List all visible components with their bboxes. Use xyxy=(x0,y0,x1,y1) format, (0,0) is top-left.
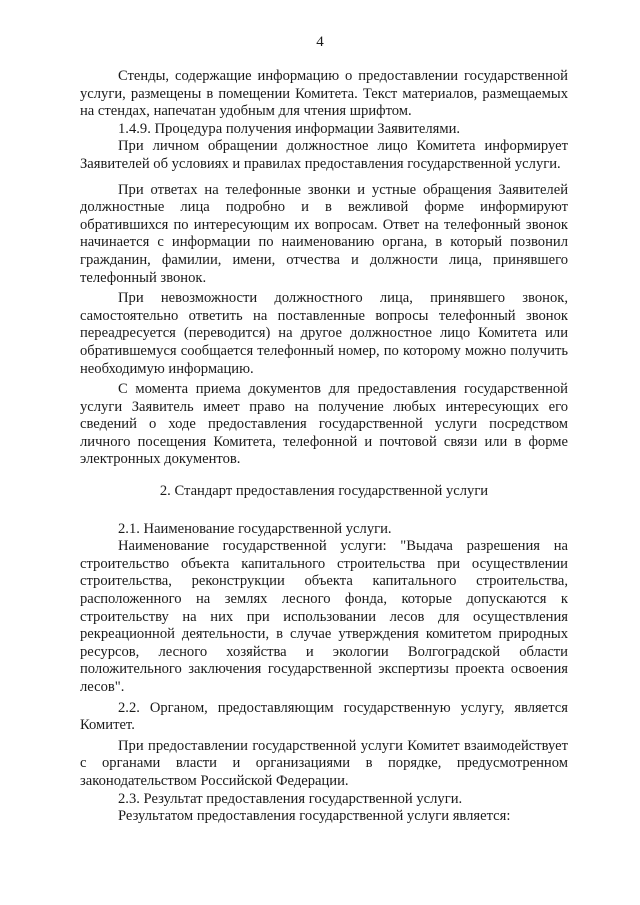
paragraph-service-name: Наименование государственной услуги: "Выдача разрешения на строительство объекта капитального строительства при осуществлении строительства, реконструкции объекта капитального строительства, расположенного на землях лесного фонда, которые допускаются к строительству на них при использовании лесов для осуществления рекреационной деятельности, в случае утверждения комитетом природных ресурсов, лесного хозяйства и экологии Волгоградской области положительного заключения государственной экспертизы проекта освоения лесов". xyxy=(80,538,568,695)
paragraph-2-3: 2.3. Результат предоставления государственной услуги. xyxy=(118,790,463,807)
paragraph-stands: Стенды, содержащие информацию о предоставлении государственной услуги, размещены в помещении Комитета. Текст материалов, размещаемых на стендах, напечатан удобным для чтения шрифтом. xyxy=(80,68,568,120)
paragraph-result: Результатом предоставления государственной услуги является: xyxy=(118,808,511,825)
section-heading: 2. Стандарт предоставления государственной услуги xyxy=(159,483,489,500)
paragraph-2-2: 2.2. Органом, предоставляющим государственную услугу, является Комитет. xyxy=(80,699,568,734)
page-number: 4 xyxy=(316,34,324,50)
paragraph-2-1: 2.1. Наименование государственной услуги. xyxy=(118,520,392,537)
document-body xyxy=(80,68,568,826)
paragraph-phone-answers: При ответах на телефонные звонки и устные обращения Заявителей должностные лица подробно и в вежливой форме информируют обратившихся по интересующим их вопросам. Ответ на телефонный звонок начинается с информации по наименованию органа, в который позвонил гражданин, фамилии, имени, отчества и должности лица, принявшего телефонный звонок. xyxy=(80,181,568,286)
paragraph-personal-appeal: При личном обращении должностное лицо Комитета информирует Заявителей об условиях и правилах предоставления государственной услуги. xyxy=(80,138,568,172)
paragraph-1-4-9: 1.4.9. Процедура получения информации Заявителями. xyxy=(118,120,461,137)
paragraph-applicant-rights: С момента приема документов для предоставления государственной услуги Заявитель имеет право на получение любых интересующих его сведений о ходе предоставления государственной услуги посредством личного посещения Комитета, телефонной и почтовой связи или в форме электронных документов. xyxy=(80,381,568,468)
paragraph-redirect-call: При невозможности должностного лица, принявшего звонок, самостоятельно ответить на поставленные вопросы телефонный звонок переадресуется (переводится) на другое должностное лицо Комитета или обратившемуся сообщается телефонный номер, по которому можно получить необходимую информацию. xyxy=(80,290,568,377)
paragraph-interaction: При предоставлении государственной услуги Комитет взаимодействует с органами власти и организациями в порядке, предусмотренном законодательством Российской Федерации. xyxy=(80,737,568,789)
